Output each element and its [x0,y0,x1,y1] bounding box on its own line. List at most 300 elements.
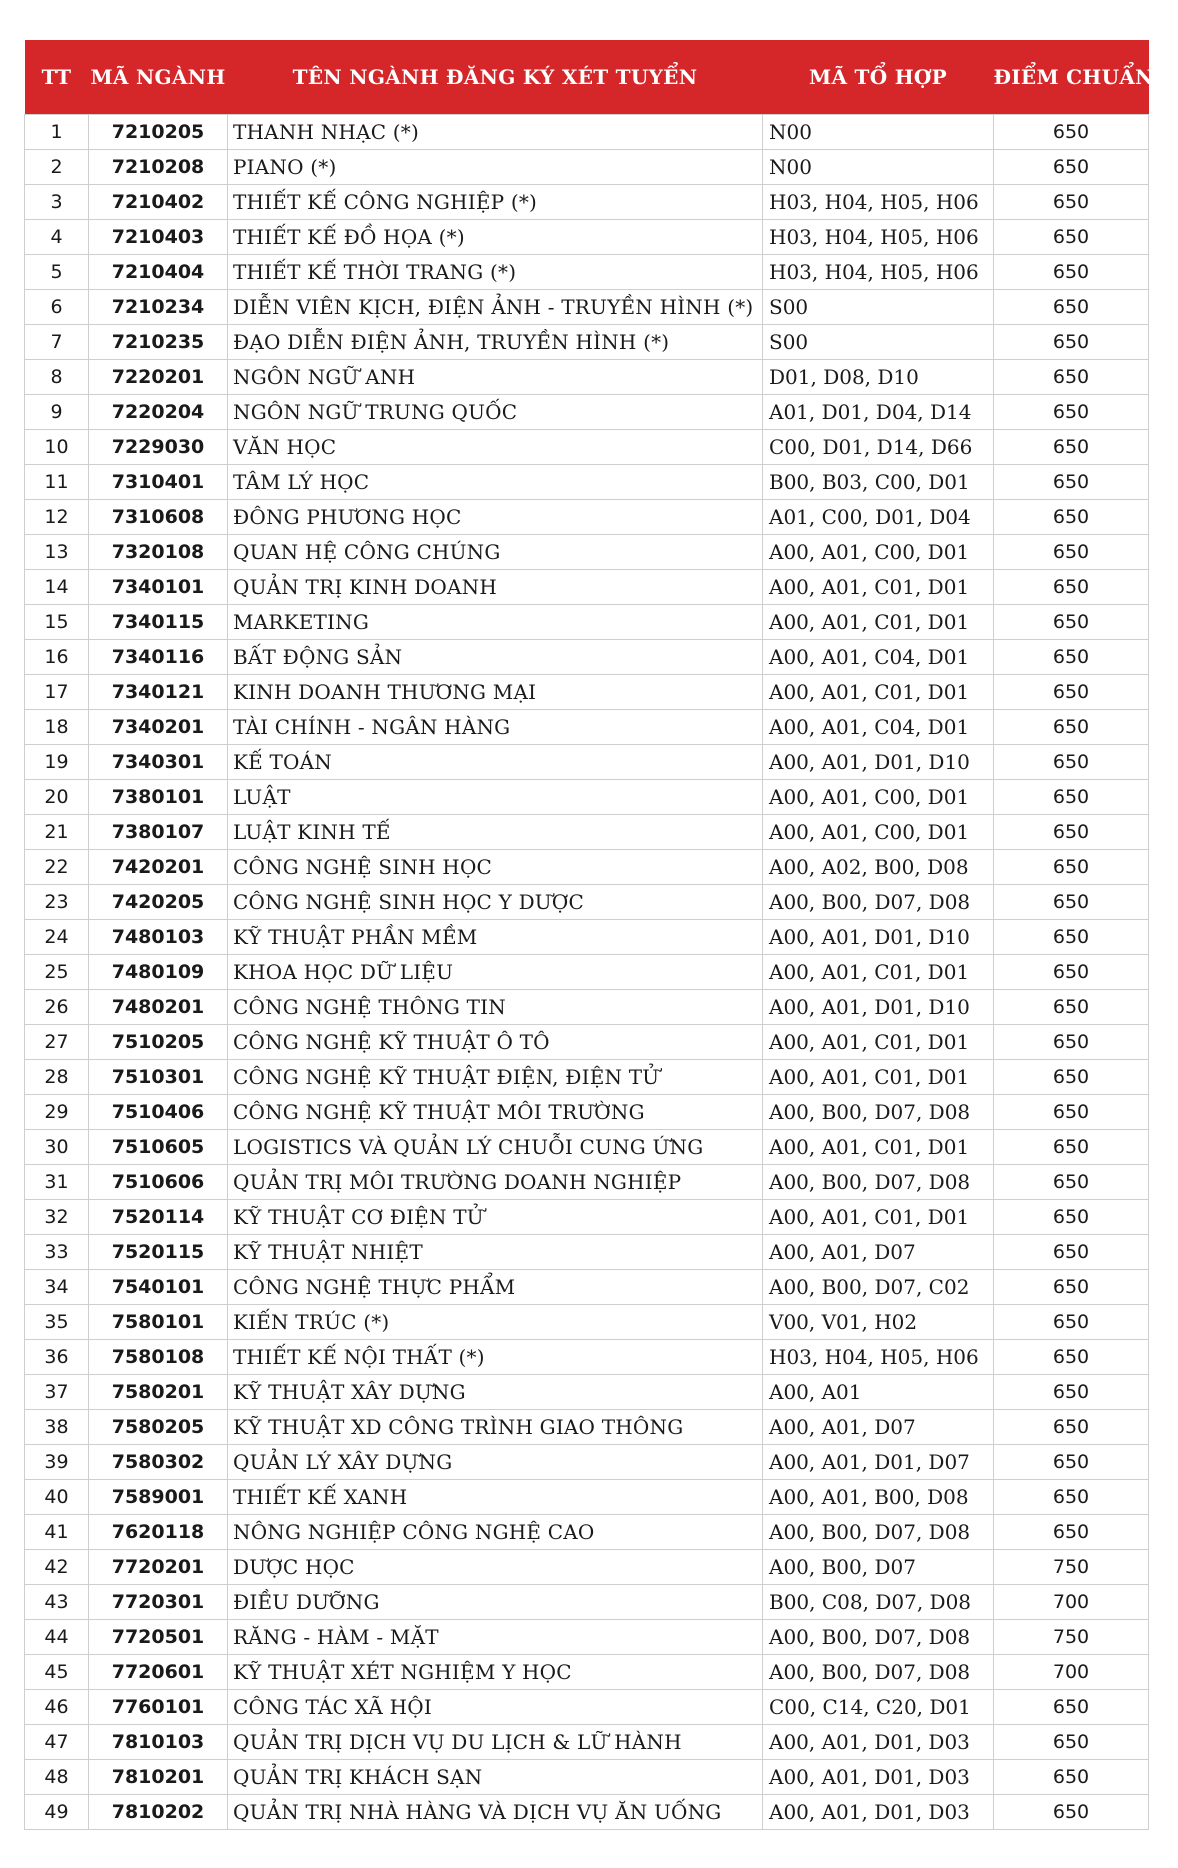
header-cutoff-score: ĐIỂM CHUẨN [994,40,1149,115]
major-name: LUẬT [228,780,763,815]
table-row [25,255,1149,290]
row-number: 12 [25,500,89,535]
cutoff-score: 650 [994,325,1149,360]
combination-code: A00, A01, C01, D01 [763,1200,994,1235]
table-row [25,1305,1149,1340]
table-row [25,570,1149,605]
row-number: 27 [25,1025,89,1060]
major-code: 7520115 [89,1235,228,1270]
major-code: 7340116 [89,640,228,675]
major-name: THANH NHẠC (*) [228,115,763,150]
major-name: NÔNG NGHIỆP CÔNG NGHỆ CAO [228,1515,763,1550]
combination-code: A00, B00, D07, C02 [763,1270,994,1305]
cutoff-score: 700 [994,1655,1149,1690]
major-code: 7340121 [89,675,228,710]
table-row [25,1725,1149,1760]
major-name: PIANO (*) [228,150,763,185]
major-code: 7340101 [89,570,228,605]
combination-code: B00, C08, D07, D08 [763,1585,994,1620]
combination-code: A00, B00, D07, D08 [763,1095,994,1130]
header-row [25,40,1149,115]
row-number: 32 [25,1200,89,1235]
major-code: 7210235 [89,325,228,360]
row-number: 5 [25,255,89,290]
table-row [25,535,1149,570]
cutoff-score: 650 [994,1795,1149,1830]
combination-code: A00, A01, B00, D08 [763,1480,994,1515]
row-number: 13 [25,535,89,570]
table-row [25,780,1149,815]
table-row [25,1690,1149,1725]
combination-code: S00 [763,325,994,360]
major-name: QUẢN TRỊ KINH DOANH [228,570,763,605]
major-code: 7760101 [89,1690,228,1725]
table-row [25,430,1149,465]
combination-code: A00, B00, D07, D08 [763,1515,994,1550]
table-row [25,675,1149,710]
row-number: 42 [25,1550,89,1585]
row-number: 34 [25,1270,89,1305]
table-row [25,745,1149,780]
major-name: ĐIỀU DƯỠNG [228,1585,763,1620]
cutoff-score: 650 [994,955,1149,990]
major-name: DIỄN VIÊN KỊCH, ĐIỆN ẢNH - TRUYỀN HÌNH (*) [228,290,763,325]
major-name: KỸ THUẬT CƠ ĐIỆN TỬ [228,1200,763,1235]
major-code: 7320108 [89,535,228,570]
row-number: 43 [25,1585,89,1620]
table-row [25,710,1149,745]
cutoff-score: 650 [994,570,1149,605]
cutoff-score: 650 [994,780,1149,815]
table-row [25,1340,1149,1375]
major-name: RĂNG - HÀM - MẶT [228,1620,763,1655]
row-number: 29 [25,1095,89,1130]
row-number: 3 [25,185,89,220]
major-code: 7540101 [89,1270,228,1305]
table-row [25,1585,1149,1620]
major-code: 7210402 [89,185,228,220]
row-number: 40 [25,1480,89,1515]
table-row [25,990,1149,1025]
table-row [25,955,1149,990]
cutoff-score: 650 [994,1480,1149,1515]
header-major-name: TÊN NGÀNH ĐĂNG KÝ XÉT TUYỂN [228,40,763,115]
combination-code: A00, A01, C01, D01 [763,955,994,990]
row-number: 35 [25,1305,89,1340]
major-code: 7340301 [89,745,228,780]
combination-code: A00, A01, C00, D01 [763,780,994,815]
combination-code: N00 [763,115,994,150]
combination-code: H03, H04, H05, H06 [763,220,994,255]
admission-score-table-container [24,40,1154,1830]
major-code: 7720201 [89,1550,228,1585]
major-name: KIẾN TRÚC (*) [228,1305,763,1340]
combination-code: A00, B00, D07, D08 [763,1655,994,1690]
row-number: 37 [25,1375,89,1410]
row-number: 17 [25,675,89,710]
row-number: 46 [25,1690,89,1725]
major-name: KẾ TOÁN [228,745,763,780]
major-code: 7510406 [89,1095,228,1130]
table-row [25,1515,1149,1550]
major-code: 7340115 [89,605,228,640]
row-number: 20 [25,780,89,815]
major-name: TÀI CHÍNH - NGÂN HÀNG [228,710,763,745]
row-number: 26 [25,990,89,1025]
row-number: 10 [25,430,89,465]
row-number: 11 [25,465,89,500]
table-row [25,815,1149,850]
table-row [25,850,1149,885]
table-row [25,1480,1149,1515]
major-name: ĐẠO DIỄN ĐIỆN ẢNH, TRUYỀN HÌNH (*) [228,325,763,360]
major-code: 7510205 [89,1025,228,1060]
cutoff-score: 700 [994,1585,1149,1620]
major-code: 7380107 [89,815,228,850]
major-name: LOGISTICS VÀ QUẢN LÝ CHUỖI CUNG ỨNG [228,1130,763,1165]
major-name: VĂN HỌC [228,430,763,465]
combination-code: A00, A01, C01, D01 [763,1130,994,1165]
major-code: 7720301 [89,1585,228,1620]
major-code: 7510606 [89,1165,228,1200]
row-number: 8 [25,360,89,395]
cutoff-score: 650 [994,1130,1149,1165]
major-code: 7520114 [89,1200,228,1235]
combination-code: H03, H04, H05, H06 [763,1340,994,1375]
major-name: QUẢN TRỊ DỊCH VỤ DU LỊCH & LỮ HÀNH [228,1725,763,1760]
cutoff-score: 650 [994,1375,1149,1410]
row-number: 24 [25,920,89,955]
major-code: 7480201 [89,990,228,1025]
combination-code: A00, A01, D01, D03 [763,1725,994,1760]
combination-code: A00, B00, D07, D08 [763,1620,994,1655]
table-header [25,40,1154,115]
major-code: 7310401 [89,465,228,500]
major-name: KỸ THUẬT NHIỆT [228,1235,763,1270]
row-number: 47 [25,1725,89,1760]
cutoff-score: 750 [994,1620,1149,1655]
table-row [25,605,1149,640]
cutoff-score: 650 [994,850,1149,885]
table-row [25,465,1149,500]
major-name: DƯỢC HỌC [228,1550,763,1585]
combination-code: A00, B00, D07, D08 [763,885,994,920]
cutoff-score: 650 [994,815,1149,850]
row-number: 2 [25,150,89,185]
cutoff-score: 650 [994,395,1149,430]
combination-code: A00, A01, C01, D01 [763,1060,994,1095]
cutoff-score: 650 [994,115,1149,150]
row-number: 21 [25,815,89,850]
row-number: 41 [25,1515,89,1550]
cutoff-score: 650 [994,1445,1149,1480]
major-name: KỸ THUẬT XÉT NGHIỆM Y HỌC [228,1655,763,1690]
major-name: CÔNG NGHỆ THỰC PHẨM [228,1270,763,1305]
combination-code: A00, A01, C01, D01 [763,675,994,710]
cutoff-score: 650 [994,360,1149,395]
major-name: QUẢN LÝ XÂY DỰNG [228,1445,763,1480]
cutoff-score: 650 [994,535,1149,570]
row-number: 38 [25,1410,89,1445]
row-number: 4 [25,220,89,255]
cutoff-score: 650 [994,1515,1149,1550]
combination-code: A00, A01, C04, D01 [763,710,994,745]
major-code: 7580205 [89,1410,228,1445]
major-name: TÂM LÝ HỌC [228,465,763,500]
cutoff-score: 650 [994,1025,1149,1060]
major-code: 7810103 [89,1725,228,1760]
table-row [25,1025,1149,1060]
table-row [25,395,1149,430]
combination-code: A00, A01, D01, D10 [763,990,994,1025]
major-name: QUẢN TRỊ KHÁCH SẠN [228,1760,763,1795]
table-row [25,1130,1149,1165]
cutoff-score: 650 [994,220,1149,255]
table-row [25,1760,1149,1795]
major-name: LUẬT KINH TẾ [228,815,763,850]
combination-code: A00, B00, D07, D08 [763,1165,994,1200]
major-code: 7480109 [89,955,228,990]
combination-code: A00, B00, D07 [763,1550,994,1585]
row-number: 23 [25,885,89,920]
row-number: 30 [25,1130,89,1165]
cutoff-score: 650 [994,1235,1149,1270]
major-name: THIẾT KẾ CÔNG NGHIỆP (*) [228,185,763,220]
table-row [25,325,1149,360]
row-number: 7 [25,325,89,360]
major-code: 7580201 [89,1375,228,1410]
row-number: 36 [25,1340,89,1375]
combination-code: A00, A01, D01, D10 [763,920,994,955]
row-number: 28 [25,1060,89,1095]
table-row [25,1060,1149,1095]
table-row [25,1550,1149,1585]
major-code: 7380101 [89,780,228,815]
major-code: 7720601 [89,1655,228,1690]
cutoff-score: 650 [994,255,1149,290]
combination-code: V00, V01, H02 [763,1305,994,1340]
row-number: 49 [25,1795,89,1830]
major-code: 7589001 [89,1480,228,1515]
major-code: 7210208 [89,150,228,185]
cutoff-score: 650 [994,605,1149,640]
row-number: 33 [25,1235,89,1270]
cutoff-score: 650 [994,430,1149,465]
major-name: THIẾT KẾ ĐỒ HỌA (*) [228,220,763,255]
cutoff-score: 650 [994,990,1149,1025]
major-name: CÔNG NGHỆ KỸ THUẬT MÔI TRƯỜNG [228,1095,763,1130]
major-code: 7620118 [89,1515,228,1550]
row-number: 22 [25,850,89,885]
table-body [25,115,1149,1830]
combination-code: B00, B03, C00, D01 [763,465,994,500]
major-name: MARKETING [228,605,763,640]
cutoff-score: 650 [994,1305,1149,1340]
table-row [25,1655,1149,1690]
row-number: 9 [25,395,89,430]
combination-code: A00, A01, D07 [763,1235,994,1270]
major-code: 7480103 [89,920,228,955]
combination-code: A00, A01, D01, D03 [763,1760,994,1795]
row-number: 6 [25,290,89,325]
combination-code: A00, A01, C01, D01 [763,605,994,640]
combination-code: A00, A01, C00, D01 [763,815,994,850]
cutoff-score: 650 [994,710,1149,745]
major-code: 7210205 [89,115,228,150]
combination-code: H03, H04, H05, H06 [763,185,994,220]
row-number: 48 [25,1760,89,1795]
table-row [25,115,1149,150]
row-number: 18 [25,710,89,745]
major-name: NGÔN NGỮ TRUNG QUỐC [228,395,763,430]
major-code: 7220204 [89,395,228,430]
table-row [25,640,1149,675]
combination-code: S00 [763,290,994,325]
cutoff-score: 650 [994,745,1149,780]
major-code: 7510301 [89,1060,228,1095]
major-name: CÔNG NGHỆ KỸ THUẬT Ô TÔ [228,1025,763,1060]
major-name: ĐÔNG PHƯƠNG HỌC [228,500,763,535]
table-row [25,1445,1149,1480]
major-name: CÔNG NGHỆ KỸ THUẬT ĐIỆN, ĐIỆN TỬ [228,1060,763,1095]
major-code: 7340201 [89,710,228,745]
combination-code: A00, A01, D01, D10 [763,745,994,780]
major-name: KỸ THUẬT XD CÔNG TRÌNH GIAO THÔNG [228,1410,763,1445]
cutoff-score: 650 [994,1690,1149,1725]
combination-code: D01, D08, D10 [763,360,994,395]
major-name: KỸ THUẬT PHẦN MỀM [228,920,763,955]
header-major-code: MÃ NGÀNH [89,40,228,115]
table-row [25,1165,1149,1200]
major-code: 7720501 [89,1620,228,1655]
cutoff-score: 650 [994,1270,1149,1305]
table-row [25,1795,1149,1830]
major-code: 7210234 [89,290,228,325]
cutoff-score: 650 [994,920,1149,955]
cutoff-score: 650 [994,1725,1149,1760]
table-row [25,1375,1149,1410]
major-name: KỸ THUẬT XÂY DỰNG [228,1375,763,1410]
table-row [25,290,1149,325]
major-name: CÔNG NGHỆ SINH HỌC Y DƯỢC [228,885,763,920]
major-name: KINH DOANH THƯƠNG MẠI [228,675,763,710]
combination-code: A00, A01, D07 [763,1410,994,1445]
major-code: 7580101 [89,1305,228,1340]
major-name: NGÔN NGỮ ANH [228,360,763,395]
combination-code: A01, D01, D04, D14 [763,395,994,430]
major-name: QUẢN TRỊ NHÀ HÀNG VÀ DỊCH VỤ ĂN UỐNG [228,1795,763,1830]
major-name: KHOA HỌC DỮ LIỆU [228,955,763,990]
row-number: 16 [25,640,89,675]
cutoff-score: 650 [994,465,1149,500]
row-number: 1 [25,115,89,150]
major-name: CÔNG NGHỆ THÔNG TIN [228,990,763,1025]
major-code: 7420201 [89,850,228,885]
cutoff-score: 650 [994,1060,1149,1095]
cutoff-score: 650 [994,290,1149,325]
table-row [25,1410,1149,1445]
major-code: 7229030 [89,430,228,465]
major-name: THIẾT KẾ NỘI THẤT (*) [228,1340,763,1375]
combination-code: A00, A01, D01, D03 [763,1795,994,1830]
table-row [25,185,1149,220]
row-number: 39 [25,1445,89,1480]
table-row [25,500,1149,535]
table-row [25,1235,1149,1270]
combination-code: H03, H04, H05, H06 [763,255,994,290]
cutoff-score: 650 [994,1165,1149,1200]
cutoff-score: 750 [994,1550,1149,1585]
table-row [25,220,1149,255]
row-number: 14 [25,570,89,605]
row-number: 25 [25,955,89,990]
cutoff-score: 650 [994,1760,1149,1795]
major-name: CÔNG NGHỆ SINH HỌC [228,850,763,885]
major-code: 7510605 [89,1130,228,1165]
table-row [25,1270,1149,1305]
major-code: 7810202 [89,1795,228,1830]
major-name: CÔNG TÁC XÃ HỘI [228,1690,763,1725]
combination-code: A00, A02, B00, D08 [763,850,994,885]
cutoff-score: 650 [994,500,1149,535]
major-code: 7580302 [89,1445,228,1480]
cutoff-score: 650 [994,185,1149,220]
row-number: 44 [25,1620,89,1655]
table-row [25,1095,1149,1130]
major-name: QUAN HỆ CÔNG CHÚNG [228,535,763,570]
major-code: 7580108 [89,1340,228,1375]
cutoff-score: 650 [994,1340,1149,1375]
combination-code: N00 [763,150,994,185]
combination-code: A00, A01 [763,1375,994,1410]
major-code: 7210403 [89,220,228,255]
row-number: 15 [25,605,89,640]
cutoff-score: 650 [994,640,1149,675]
major-code: 7210404 [89,255,228,290]
combination-code: A00, A01, C01, D01 [763,1025,994,1060]
cutoff-score: 650 [994,675,1149,710]
major-code: 7220201 [89,360,228,395]
table-row [25,150,1149,185]
combination-code: A00, A01, C01, D01 [763,570,994,605]
combination-code: A00, A01, C04, D01 [763,640,994,675]
major-code: 7310608 [89,500,228,535]
cutoff-score: 650 [994,1095,1149,1130]
row-number: 31 [25,1165,89,1200]
table-row [25,360,1149,395]
table-row [25,1620,1149,1655]
cutoff-score: 650 [994,1200,1149,1235]
admission-score-table [24,40,1154,1830]
header-tt: TT [25,40,89,115]
combination-code: C00, C14, C20, D01 [763,1690,994,1725]
cutoff-score: 650 [994,885,1149,920]
row-number: 45 [25,1655,89,1690]
cutoff-score: 650 [994,1410,1149,1445]
header-combination-code: MÃ TỔ HỢP [763,40,994,115]
combination-code: A00, A01, C00, D01 [763,535,994,570]
cutoff-score: 650 [994,150,1149,185]
major-name: THIẾT KẾ THỜI TRANG (*) [228,255,763,290]
table-row [25,920,1149,955]
major-code: 7420205 [89,885,228,920]
row-number: 19 [25,745,89,780]
major-name: QUẢN TRỊ MÔI TRƯỜNG DOANH NGHIỆP [228,1165,763,1200]
combination-code: A01, C00, D01, D04 [763,500,994,535]
combination-code: A00, A01, D01, D07 [763,1445,994,1480]
table-row [25,1200,1149,1235]
combination-code: C00, D01, D14, D66 [763,430,994,465]
